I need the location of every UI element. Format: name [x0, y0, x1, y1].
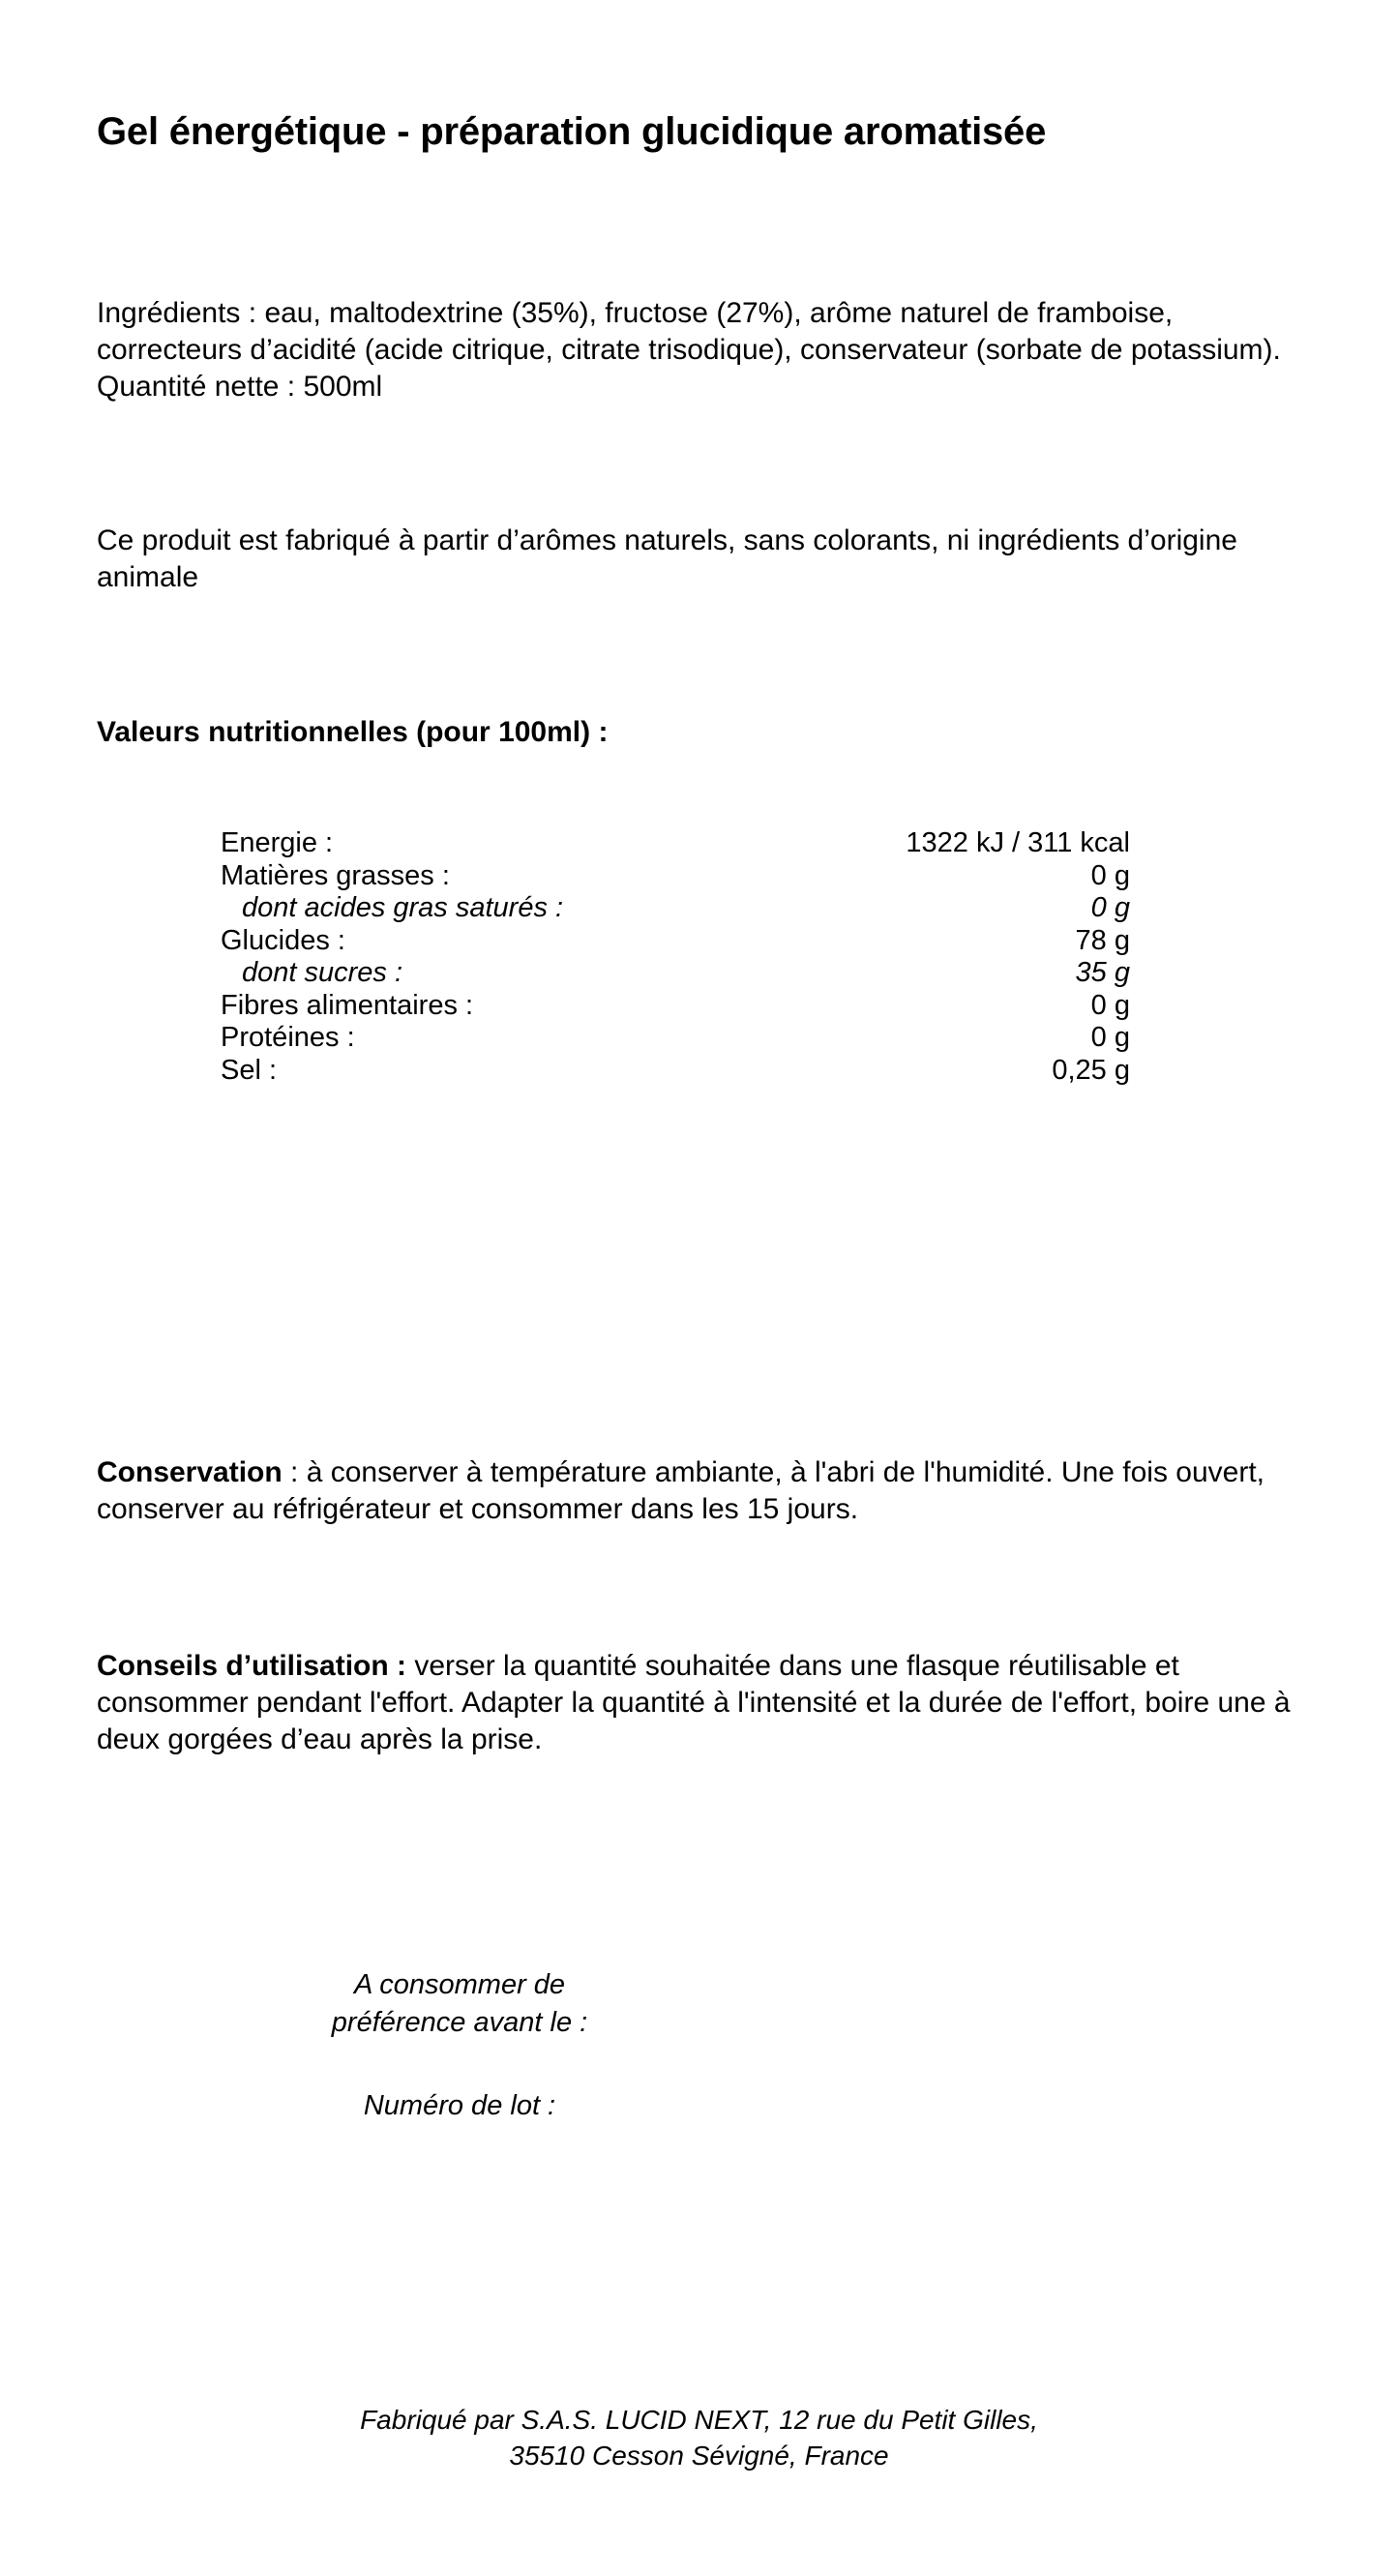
- best-before-label-line2: préférence avant le :: [331, 2007, 588, 2039]
- page-title: Gel énergétique - préparation glucidique aromatisée: [97, 110, 1047, 153]
- nutrition-value: 35 g: [1075, 957, 1130, 988]
- nutrition-value: 0 g: [1090, 859, 1130, 891]
- usage-text: verser la quantité souhaitée dans une flasque réutilisable et consommer pendant l'effort. Adapter la quantité à l'intensité et la durée de l'effort, boire une à deux gorgées d’eau après la prise.: [97, 1650, 1291, 1756]
- nutrition-label: dont acides gras saturés :: [242, 892, 564, 923]
- origin-statement: Ce produit est fabriqué à partir d’arômes naturels, sans colorants, ni ingrédients d’origine animale: [97, 524, 1237, 594]
- table-row: [221, 925, 1130, 958]
- nutrition-table-body: [221, 827, 1130, 1087]
- manufacturer-line-1: Fabriqué par S.A.S. LUCID NEXT, 12 rue du Petit Gilles,: [360, 2405, 1038, 2435]
- usage-lead: Conseils d’utilisation :: [97, 1650, 407, 1682]
- conservation-lead: Conservation: [97, 1456, 283, 1488]
- nutrition-label: Fibres alimentaires :: [221, 989, 474, 1021]
- manufacturer-line-2: 35510 Cesson Sévigné, France: [509, 2441, 889, 2471]
- nutrition-label: Matières grasses :: [221, 859, 450, 891]
- table-row: [221, 957, 1130, 990]
- nutrition-label: Sel :: [221, 1054, 278, 1086]
- table-row: [221, 892, 1130, 925]
- conservation-block: [97, 1454, 1335, 1528]
- nutrition-value: 0 g: [1090, 1022, 1130, 1053]
- nutrition-heading: Valeurs nutritionnelles (pour 100ml) :: [97, 716, 609, 748]
- nutrition-label: Energie :: [221, 827, 334, 858]
- ingredients-block: [97, 295, 1316, 405]
- manufacturer-footer: [97, 2402, 1301, 2473]
- lot-number-label: Numéro de lot :: [363, 2090, 556, 2122]
- net-quantity: Quantité nette : 500ml: [97, 371, 383, 404]
- date-fields-block: [189, 1966, 730, 2125]
- nutrition-label: dont sucres :: [242, 957, 403, 988]
- table-row: [221, 1022, 1130, 1055]
- nutrition-label: Glucides :: [221, 924, 345, 956]
- usage-block: [97, 1648, 1335, 1758]
- best-before-label-line1: A consommer de: [353, 1969, 566, 2000]
- nutrition-label: Protéines :: [221, 1022, 355, 1053]
- nutrition-table: [221, 827, 1130, 1087]
- table-row: [221, 990, 1130, 1023]
- nutrition-value: 78 g: [1075, 924, 1130, 956]
- table-row: [221, 860, 1130, 893]
- table-row: [221, 1055, 1130, 1088]
- ingredients-list: Ingrédients : eau, maltodextrine (35%), fructose (27%), arôme naturel de framboise, correcteurs d’acidité (acide citrique, citrate trisodique), conservateur (sorbate de potassium).: [97, 297, 1281, 367]
- nutrition-value: 1322 kJ / 311 kcal: [906, 827, 1130, 858]
- nutrition-value: 0 g: [1090, 989, 1130, 1021]
- nutrition-value: 0 g: [1090, 892, 1130, 923]
- conservation-text: : à conserver à température ambiante, à l'abri de l'humidité. Une fois ouvert, conserver au réfrigérateur et consommer dans les 15 jours.: [97, 1456, 1265, 1526]
- table-row: [221, 827, 1130, 860]
- nutrition-value: 0,25 g: [1052, 1054, 1130, 1086]
